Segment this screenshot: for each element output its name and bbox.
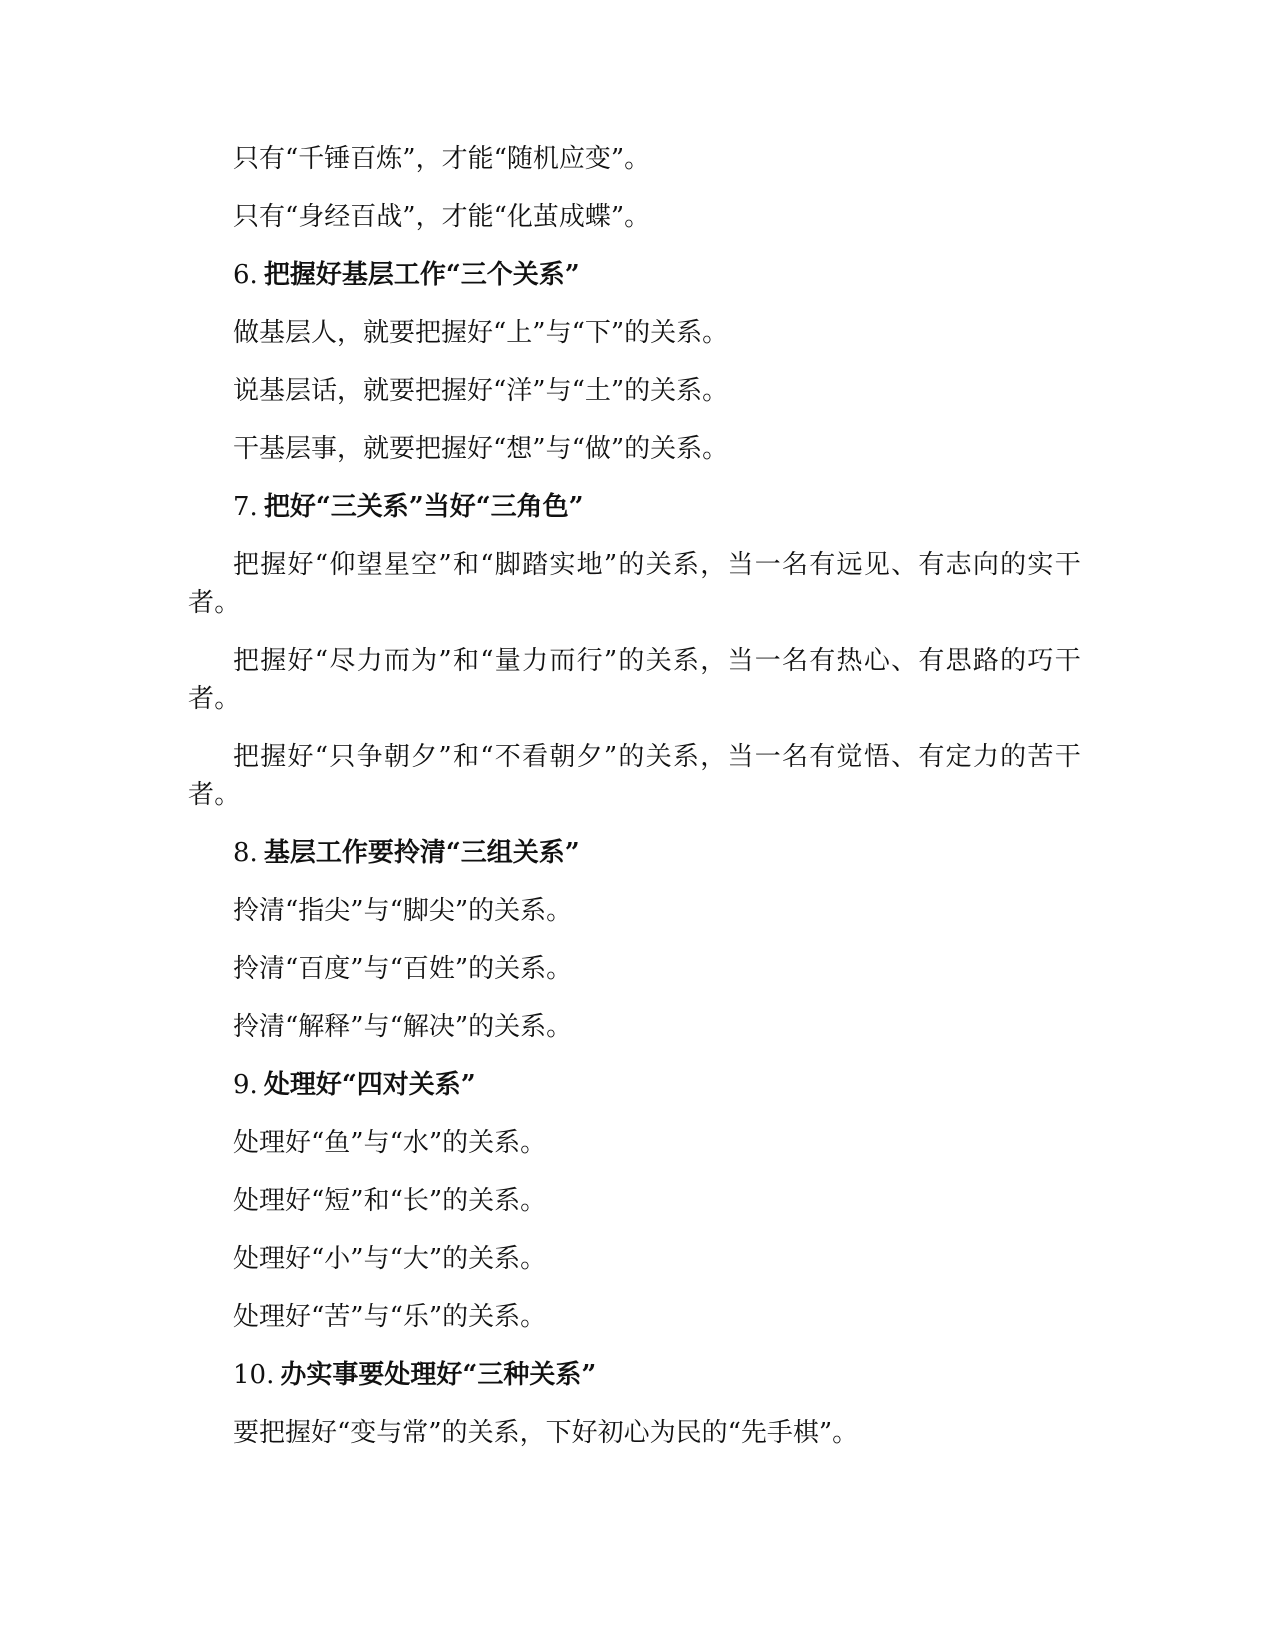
body-line: 处理好“小”与“大”的关系。: [233, 1244, 547, 1274]
body-line: 要把握好“变与常”的关系，下好初心为民的“先手棋”。: [233, 1418, 859, 1448]
section-title: 办实事要处理好“三种关系”: [280, 1360, 597, 1390]
section-heading: [188, 488, 1081, 526]
section-heading: [188, 1066, 1081, 1104]
body-line: 只有“身经百战”，才能“化茧成蝶”。: [233, 202, 651, 232]
document-body: [188, 140, 1081, 1472]
section-number: 7.: [233, 492, 258, 522]
body-line: 做基层人，就要把握好“上”与“下”的关系。: [233, 318, 729, 348]
body-paragraph: 把握好“只争朝夕”和“不看朝夕”的关系，当一名有觉悟、有定力的苦干者。: [188, 742, 1081, 810]
section-heading: [188, 1356, 1081, 1394]
section-number: 10.: [233, 1360, 275, 1390]
body-paragraph: 把握好“仰望星空”和“脚踏实地”的关系，当一名有远见、有志向的实干者。: [188, 550, 1081, 618]
body-line: 只有“千锤百炼”，才能“随机应变”。: [233, 144, 651, 174]
body-line: 拎清“指尖”与“脚尖”的关系。: [233, 896, 573, 926]
body-line: 干基层事，就要把握好“想”与“做”的关系。: [233, 434, 729, 464]
body-line: 说基层话，就要把握好“洋”与“土”的关系。: [233, 376, 729, 406]
body-line: 处理好“鱼”与“水”的关系。: [233, 1128, 547, 1158]
section-heading: [188, 256, 1081, 294]
body-line: 拎清“解释”与“解决”的关系。: [233, 1012, 573, 1042]
section-number: 8.: [233, 838, 258, 868]
body-line: 拎清“百度”与“百姓”的关系。: [233, 954, 573, 984]
section-heading: [188, 834, 1081, 872]
body-paragraph: 把握好“尽力而为”和“量力而行”的关系，当一名有热心、有思路的巧干者。: [188, 646, 1081, 714]
section-number: 9.: [233, 1070, 258, 1100]
section-title: 基层工作要拎清“三组关系”: [263, 838, 580, 868]
section-title: 把握好基层工作“三个关系”: [263, 260, 580, 290]
body-line: 处理好“苦”与“乐”的关系。: [233, 1302, 547, 1332]
section-title: 处理好“四对关系”: [263, 1070, 476, 1100]
body-line: 处理好“短”和“长”的关系。: [233, 1186, 547, 1216]
section-title: 把好“三关系”当好“三角色”: [263, 492, 584, 522]
section-number: 6.: [233, 260, 258, 290]
